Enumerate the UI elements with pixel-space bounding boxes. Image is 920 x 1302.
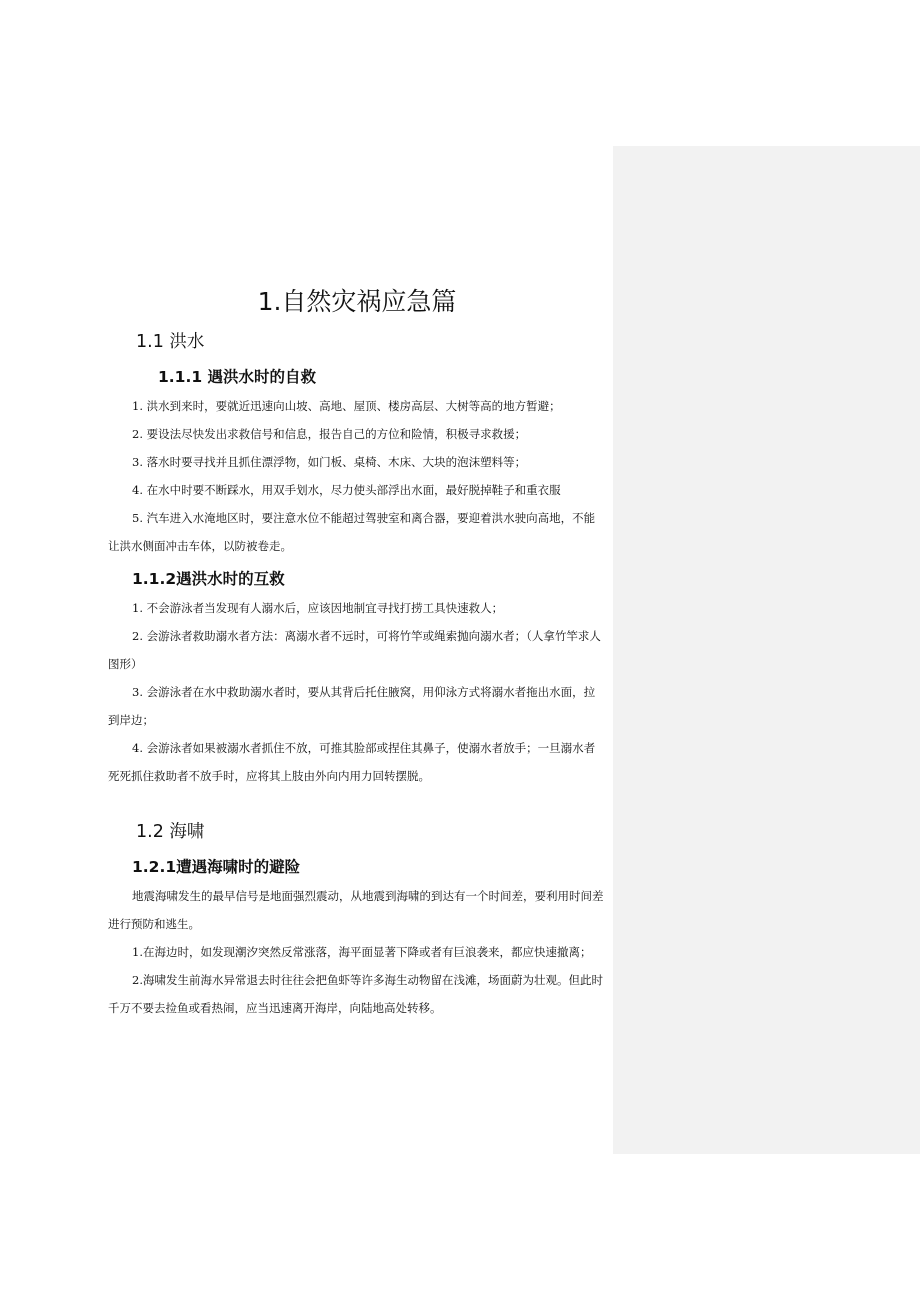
- list-item: 3. 会游泳者在水中救助溺水者时，要从其背后托住腋窝，用仰泳方式将溺水者拖出水面，拉到岸边；: [108, 685, 596, 727]
- section-heading-flood: 1.1 洪水: [136, 332, 205, 352]
- document-body: [108, 282, 606, 1022]
- list-item: 地震海啸发生的最早信号是地面强烈震动，从地震到海啸的到达有一个时间差，要利用时间差进行预防和逃生。: [108, 889, 604, 931]
- list-item: 4. 在水中时要不断踩水，用双手划水，尽力使头部浮出水面，最好脱掉鞋子和重衣服: [132, 483, 561, 497]
- list-item: 2. 要设法尽快发出求救信号和信息，报告自己的方位和险情，积极寻求救援；: [132, 427, 527, 441]
- list-item: 2. 会游泳者救助溺水者方法：离溺水者不远时，可将竹竿或绳索抛向溺水者；（人拿竹竿求人图形）: [108, 629, 601, 671]
- subsection-heading-tsunami-avoidance: 1.2.1遭遇海啸时的避险: [132, 858, 301, 876]
- list-item: 1. 洪水到来时，要就近迅速向山坡、高地、屋顶、楼房高层、大树等高的地方暂避；: [132, 399, 561, 413]
- comment-margin-panel: [613, 146, 920, 1154]
- doc-title: 1.自然灾祸应急篇: [257, 287, 457, 316]
- list-item: 3. 落水时要寻找并且抓住漂浮物，如门板、桌椅、木床、大块的泡沫塑料等；: [132, 455, 527, 469]
- list-item: 1. 不会游泳者当发现有人溺水后，应该因地制宜寻找打捞工具快速救人；: [132, 601, 504, 615]
- subsection-heading-self-rescue: 1.1.1 遇洪水时的自救: [158, 368, 317, 386]
- subsection-heading-mutual-rescue: 1.1.2遇洪水时的互救: [132, 570, 285, 588]
- list-item: 5. 汽车进入水淹地区时，要注意水位不能超过驾驶室和离合器，要迎着洪水驶向高地，不能让洪水侧面冲击车体，以防被卷走。: [108, 511, 596, 553]
- list-item: 1.在海边时，如发现潮汐突然反常涨落，海平面显著下降或者有巨浪袭来，都应快速撤离；: [132, 945, 592, 959]
- list-item: 4. 会游泳者如果被溺水者抓住不放，可推其脸部或捏住其鼻子，使溺水者放手；一旦溺水者死死抓住救助者不放手时，应将其上肢由外向内用力回转摆脱。: [108, 741, 596, 783]
- list-item: 2.海啸发生前海水异常退去时往往会把鱼虾等许多海生动物留在浅滩，场面蔚为壮观。但此时千万不要去捡鱼或看热闹，应当迅速离开海岸，向陆地高处转移。: [108, 973, 603, 1015]
- section-heading-tsunami: 1.2 海啸: [136, 822, 205, 842]
